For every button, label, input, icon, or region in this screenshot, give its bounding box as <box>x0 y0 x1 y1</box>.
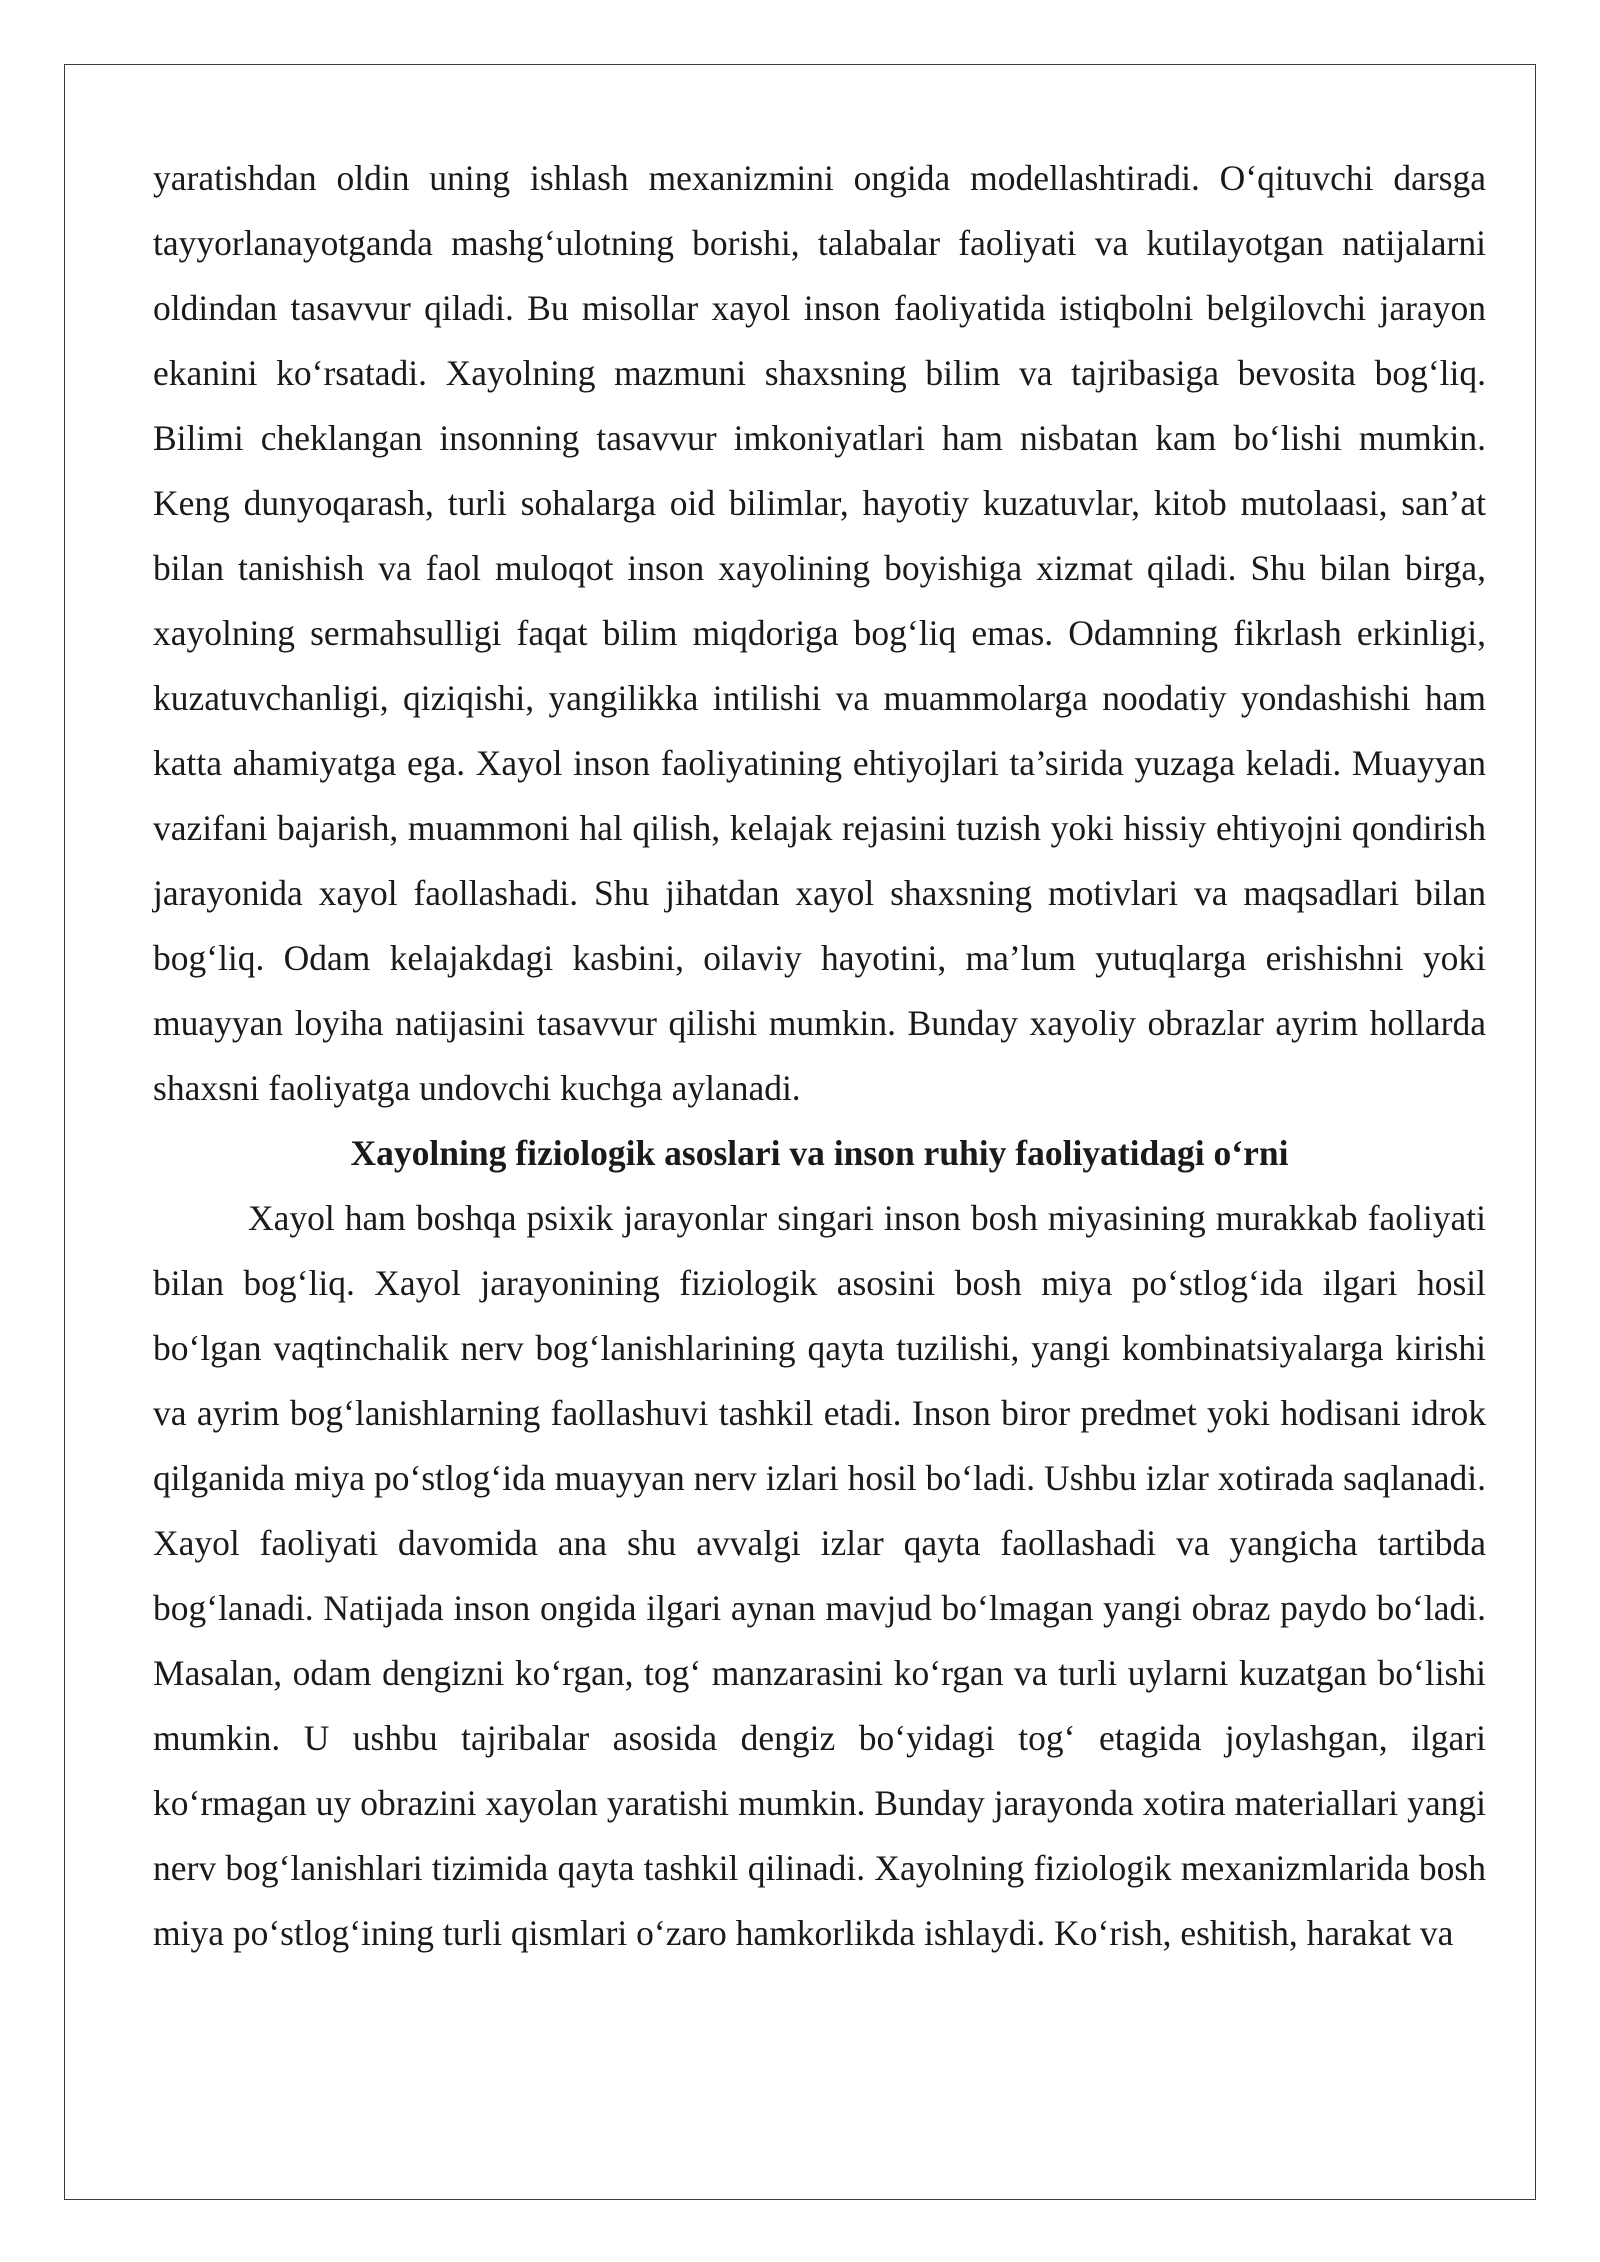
body-paragraph: Xayol ham boshqa psixik jarayonlar singari inson bosh miyasining murakkab faoliyati bilan bog‘liq. Xayol jarayonining fiziologik asosini bosh miya po‘stlog‘ida ilgari hosil bo‘lgan vaqtinchalik nerv bog‘lanishlarining qayta tuzilishi, yangi kombinatsiyalarga kirishi va ayrim bog‘lanishlarning faollashuvi tashkil etadi. Inson biror predmet yoki hodisani idrok qilganida miya po‘stlog‘ida muayyan nerv izlari hosil bo‘ladi. Ushbu izlar xotirada saqlanadi. Xayol faoliyati davomida ana shu avvalgi izlar qayta faollashadi va yangicha tartibda bog‘lanadi. Natijada inson ongida ilgari aynan mavjud bo‘lmagan yangi obraz paydo bo‘ladi. Masalan, odam dengizni ko‘rgan, tog‘ manzarasini ko‘rgan va turli uylarni kuzatgan bo‘lishi mumkin. U ushbu tajribalar asosida dengiz bo‘yidagi tog‘ etagida joylashgan, ilgari ko‘rmagan uy obrazini xayolan yaratishi mumkin. Bunday jarayonda xotira materiallari yangi nerv bog‘lanishlari tizimida qayta tashkil qilinadi. Xayolning fiziologik mexanizmlarida bosh miya po‘stlog‘ining turli qismlari o‘zaro hamkorlikda ishlaydi. Ko‘rish, eshitish, harakat va <box>153 1198 1486 1953</box>
document-body <box>153 146 1486 1966</box>
section-heading: Xayolning fiziologik asoslari va inson ruhiy faoliyatidagi o‘rni <box>350 1133 1289 1173</box>
body-paragraph: yaratishdan oldin uning ishlash mexanizmini ongida modellashtiradi. O‘qituvchi darsga tayyorlanayotganda mashg‘ulotning borishi, talabalar faoliyati va kutilayotgan natijalarni oldindan tasavvur qiladi. Bu misollar xayol inson faoliyatida istiqbolni belgilovchi jarayon ekanini ko‘rsatadi. Xayolning mazmuni shaxsning bilim va tajribasiga bevosita bog‘liq. Bilimi cheklangan insonning tasavvur imkoniyatlari ham nisbatan kam bo‘lishi mumkin. Keng dunyoqarash, turli sohalarga oid bilimlar, hayotiy kuzatuvlar, kitob mutolaasi, san’at bilan tanishish va faol muloqot inson xayolining boyishiga xizmat qiladi. Shu bilan birga, xayolning sermahsulligi faqat bilim miqdoriga bog‘liq emas. Odamning fikrlash erkinligi, kuzatuvchanligi, qiziqishi, yangilikka intilishi va muammolarga noodatiy yondashishi ham katta ahamiyatga ega. Xayol inson faoliyatining ehtiyojlari ta’sirida yuzaga keladi. Muayyan vazifani bajarish, muammoni hal qilish, kelajak rejasini tuzish yoki hissiy ehtiyojni qondirish jarayonida xayol faollashadi. Shu jihatdan xayol shaxsning motivlari va maqsadlari bilan bog‘liq. Odam kelajakdagi kasbini, oilaviy hayotini, ma’lum yutuqlarga erishishni yoki muayyan loyiha natijasini tasavvur qilishi mumkin. Bunday xayoliy obrazlar ayrim hollarda shaxsni faoliyatga undovchi kuchga aylanadi. <box>153 158 1486 1108</box>
